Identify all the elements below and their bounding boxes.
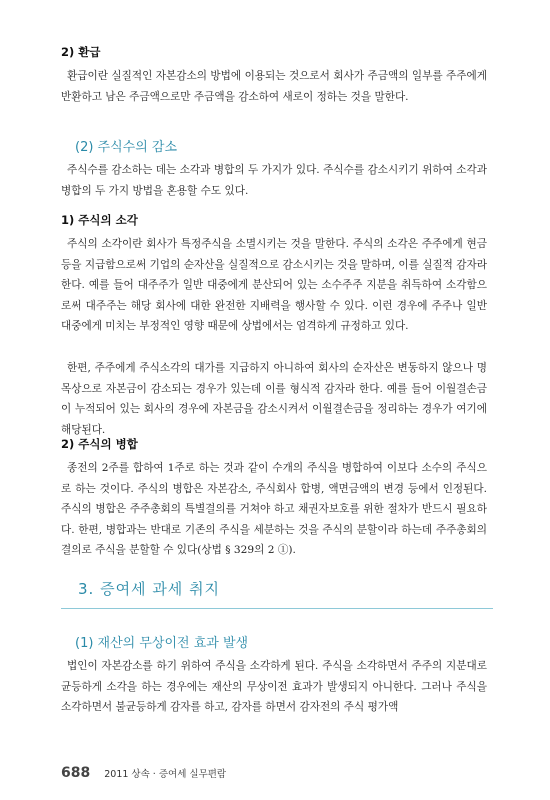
gratuitous-transfer-paragraph: 법인이 자본감소를 하기 위하여 주식을 소각하게 된다. 주식을 소각하면서 주주의 지분대로 균등하게 소각을 하는 경우에는 재산의 무상이전 효과가 발생되지 아니한다. 그러나 주식을 소각하면서 불균등하게 감자를 하고, 감자를 하면서 감자전의 주식 평가액 bbox=[61, 660, 487, 714]
refund-paragraph: 환급이란 실질적인 자본감소의 방법에 이용되는 것으로서 회사가 주금액의 일부를 주주에게 반환하고 남은 주금액으로만 주금액을 감소하여 새로이 정하는 것을 말한다. bbox=[61, 70, 487, 103]
cancellation-heading: 1) 주식의 소각 bbox=[61, 213, 138, 227]
share-reduction-heading: (2) 주식수의 감소 bbox=[75, 140, 178, 155]
book-title: 2011 상속 · 증여세 실무편람 bbox=[104, 769, 227, 780]
page-number: 688 bbox=[61, 765, 91, 781]
share-reduction-paragraph: 주식수를 감소하는 데는 소각과 병합의 두 가지가 있다. 주식수를 감소시키기 위하여 소각과 병합의 두 가지 방법을 혼용할 수도 있다. bbox=[61, 164, 487, 197]
gratuitous-transfer-heading: (1) 재산의 무상이전 효과 발생 bbox=[75, 636, 249, 651]
merger-paragraph: 종전의 2주를 합하여 1주로 하는 것과 같이 수개의 주식을 병합하여 이보다 소수의 주식으로 하는 것이다. 주식의 병합은 자본감소, 주식회사 합병, 액면금액의 변경 등에서 인정된다. 주식의 병합은 주주총회의 특별결의를 거쳐야 하고 채권자보호를 위한 절차가 반드시 필요하다. 한편, 병합과는 반대로 기존의 주식을 세분하는 것을 주식의 분할이라 하는데 주주총회의 결의로 주식을 분할할 수 있다(상법 § 329의 2 ①). bbox=[61, 462, 487, 557]
merger-heading: 2) 주식의 병합 bbox=[61, 437, 138, 451]
cancellation-paragraph-2: 한편, 주주에게 주식소각의 대가를 지급하지 아니하여 회사의 순자산은 변동하지 않으나 명목상으로 자본금이 감소되는 경우가 있는데 이를 형식적 감자라 한다. 예를 들어 이월결손금이 누적되어 있는 회사의 경우에 자본금을 감소시켜서 이월결손금을 정리하는 경우가 여기에 해당된다. bbox=[61, 362, 487, 436]
cancellation-paragraph-1: 주식의 소각이란 회사가 특정주식을 소멸시키는 것을 말한다. 주식의 소각은 주주에게 현금 등을 지급함으로써 기업의 순자산을 실질적으로 감소시키는 것을 말하며, 이를 실질적 감자라 한다. 예를 들어 대주주가 일반 대중에게 분산되어 있는 소수주주 지분을 취득하여 소각함으로써 대주주는 해당 회사에 대한 완전한 지배력을 행사할 수 있다. 이런 경우에 주주나 일반 대중에게 미치는 부정적인 영향 때문에 상법에서는 엄격하게 규정하고 있다. bbox=[61, 238, 487, 333]
page-footer bbox=[61, 765, 226, 785]
refund-heading: 2) 환급 bbox=[61, 45, 101, 59]
chapter-heading: 3. 증여세 과세 취지 bbox=[78, 580, 221, 598]
chapter-rule bbox=[61, 608, 493, 609]
